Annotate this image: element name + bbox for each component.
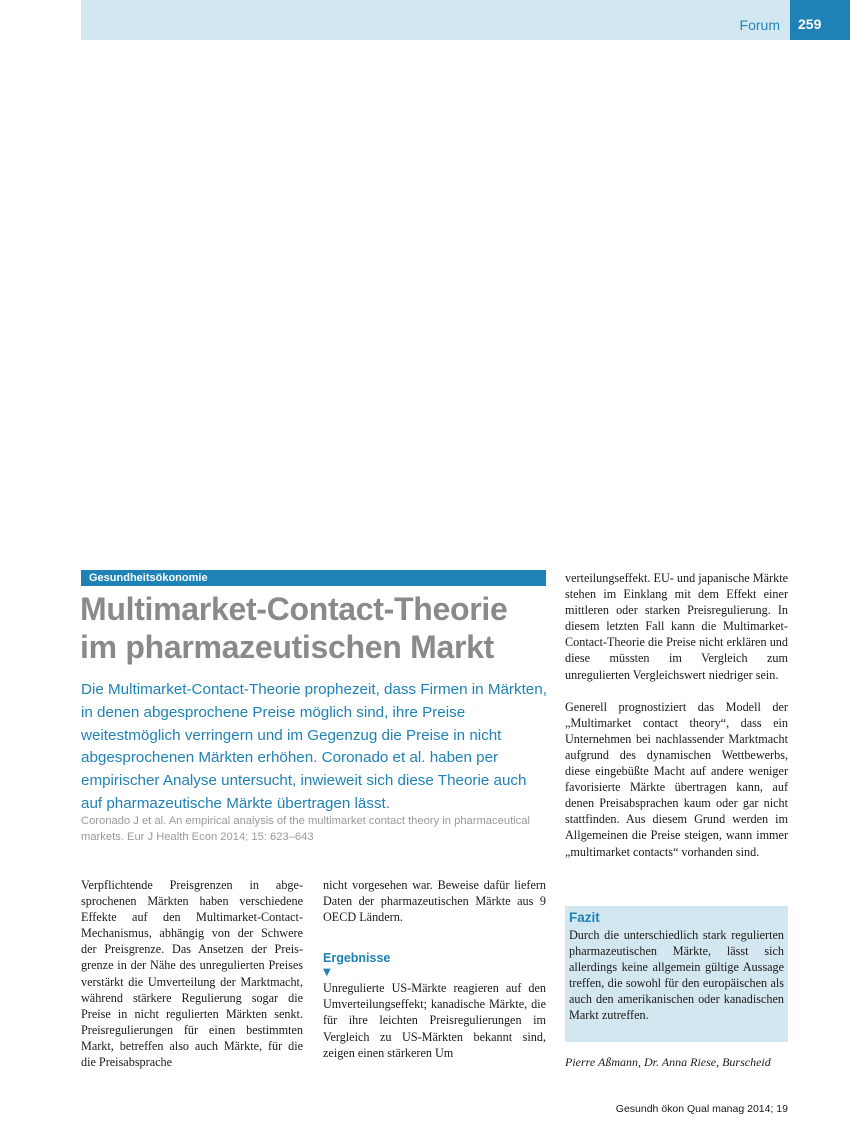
authors: Pierre Aßmann, Dr. Anna Riese, Burscheid	[565, 1055, 771, 1069]
journal-footer: Gesundh ökon Qual manag 2014; 19	[615, 1103, 788, 1115]
article-lead: Die Multimarket-Contact-Theorie prophezeit, dass Firmen in Märkten, in denen abgesprochene Preise möglich sind, ihre Preise weitestmöglich verringern und im Gegenzug die Preise in nicht abgesprochenen Märkten erhöhen. Coronado et al. haben per empirischer Analyse untersucht, inwieweit sich diese Theorie auch auf pharmazeutische Märkte übertragen lässt.	[81, 681, 547, 812]
title-line-2: im pharmazeutischen Markt	[80, 629, 494, 665]
section-label: Forum	[739, 17, 780, 33]
body-paragraph: Unregulierte US-Märkte reagieren auf den Umverteilungseffekt; kanadische Märkte, die für ihre leichten Preisregulierungen im Vergleich zu US-Märkten bekannt sind, zeigen einen stärkeren Um	[323, 981, 546, 1060]
body-paragraph: verteilungseffekt. EU- und japanische Märkte stehen im Einklang mit dem Effekt einer mittleren oder starken Preisregulierung. In diesem letzten Fall kann die Multimarket-Contact-Theorie die Preise nicht erklären und diese müssten im Vergleich zum unregulierten Vergleichswert niedriger sein.	[565, 571, 788, 682]
article-title	[80, 590, 550, 666]
title-line-1: Multimarket-Contact-Theorie	[80, 591, 508, 627]
conclusion-text: Durch die unterschiedlich stark regulierten pharmazeutischen Märkte, lässt sich allerdings keine allgemein gültige Aussage treffen, die sowohl für den europäischen als auch den amerikanischen oder kanadischen Markt zutreffen.	[569, 928, 784, 1023]
page-number: 259	[798, 16, 822, 32]
body-column-2	[323, 877, 546, 1061]
citation: Coronado J et al. An empirical analysis of the multimarket contact theory in pharmaceutical markets. Eur J Health Econ 2014; 15: 623–643	[81, 815, 530, 843]
conclusion-title: Fazit	[569, 910, 600, 925]
body-paragraph: Verpflichtende Preisgrenzen in abgesprochenen Märkten haben verschiedene Effekte auf den Multimarket-Contact-Mechanismus, abhängig von der Schwere der Preisgrenze. Das Ansetzen der Preisgrenze in der Nähe des unregulierten Preises verstärkt die Umverteilung der Marktmacht, während stärkere Regulierung sogar die Preise in nicht regulierten Märkten senkt. Preisregulierungen für einen bestimmten Markt, betreffen also auch Märkte, für die die Preisabsprache	[81, 878, 303, 1070]
body-paragraph: Generell prognostiziert das Modell der „Multimarket contact theory“, dass ein Unternehmen bei nachlassender Marktmacht aufgrund des dynamischen Wettbewerbs, diese eingebüßte Macht auf andere weniger favorisierte Märkte übertragen kann, auf denen Preisabsprachen kaum oder gar nicht stattfinden. Aus diesem Grund werden im Allgemeinen die Preise steigen, wann immer „multimarket contacts“ vorhanden sind.	[565, 699, 788, 859]
triangle-down-icon: ▼	[323, 967, 331, 979]
conclusion-box	[565, 906, 788, 1042]
results-heading: Ergebnisse	[323, 951, 391, 966]
page-number-box	[790, 0, 850, 40]
category-label: Gesundheitsökonomie	[81, 570, 546, 586]
body-column-1	[81, 877, 303, 1070]
body-paragraph: nicht vorgesehen war. Beweise dafür liefern Daten der pharmazeutischen Märkte aus 9 OECD Ländern.	[323, 878, 546, 925]
header-bar	[81, 0, 790, 40]
body-column-3	[565, 570, 788, 860]
